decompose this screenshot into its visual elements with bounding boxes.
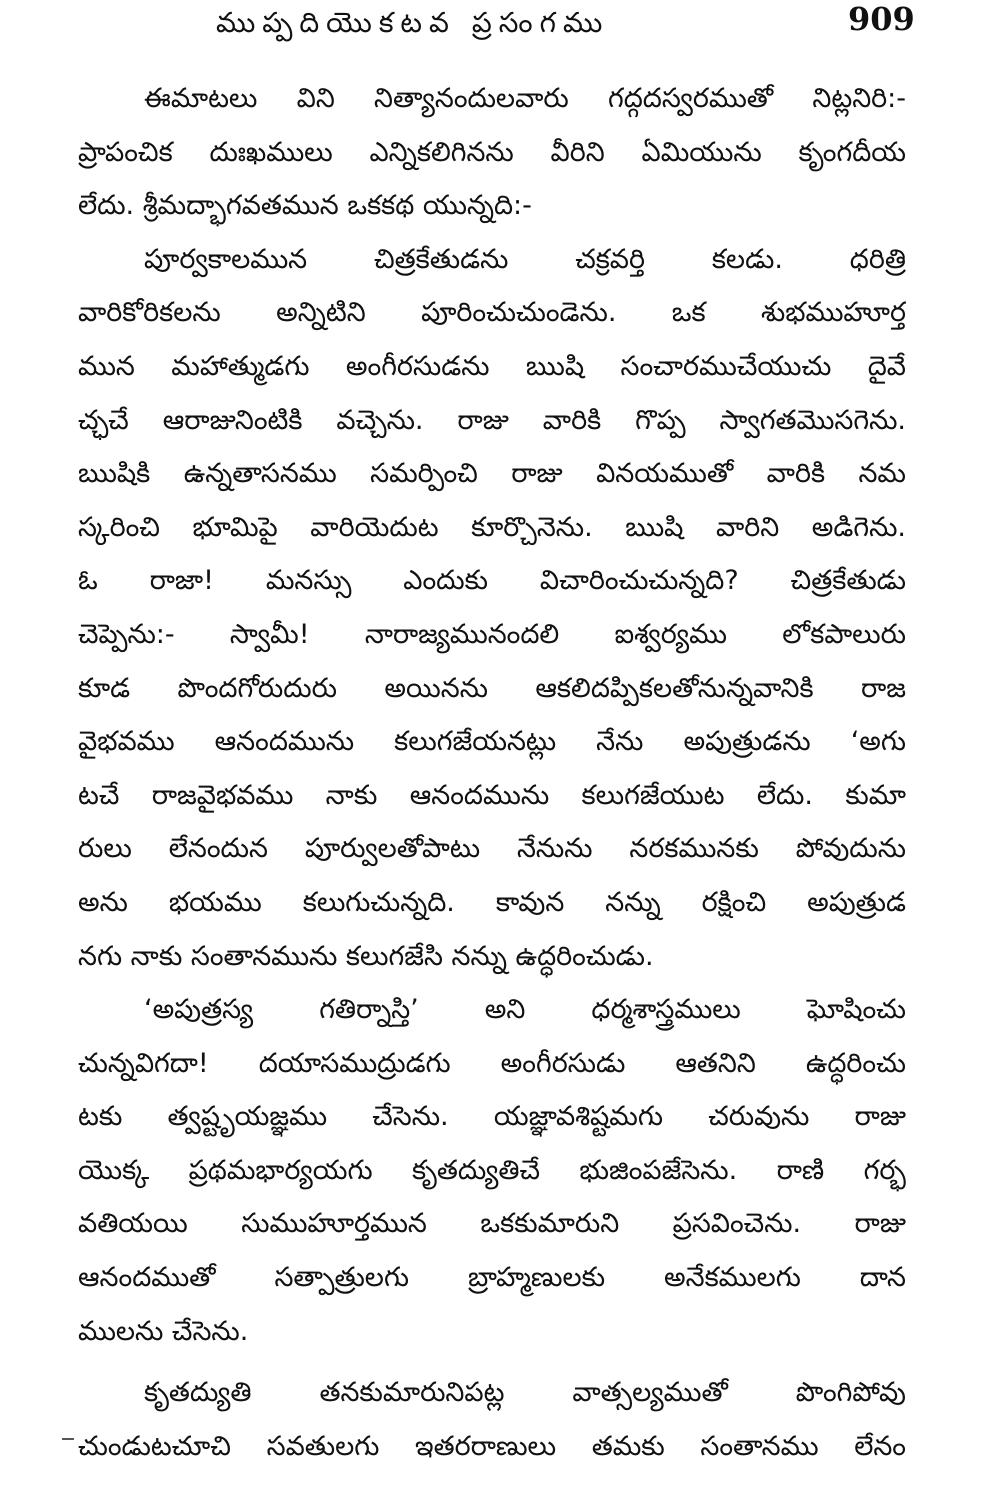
text-line: మున మహాత్ముడగు అంగీరసుడను ఋషి సంచారముచేయుచు దైవే xyxy=(78,350,906,382)
text-line: వారికోరికలను అన్నిటిని పూరించుచుండెను. ఒక శుభముహూర్త xyxy=(78,297,906,329)
body-text xyxy=(78,72,906,1473)
text-line: చెప్పెను:- స్వామీ! నారాజ్యమునందలి ఐశ్వర్యము లోకపాలురు xyxy=(78,618,906,650)
page-header xyxy=(0,0,999,50)
text-line: ఆనందముతో సత్పాత్రులగు బ్రాహ్మణులకు అనేకములగు దాన xyxy=(78,1262,906,1294)
text-line: పూర్వకాలమున చిత్రకేతుడను చక్రవర్తి కలడు. ధరిత్రి xyxy=(144,243,906,275)
text-line: నగు నాకు సంతానమును కలుగజేసి నన్ను ఉద్ధరించుడు. xyxy=(78,940,654,972)
text-line: ‘అపుత్రస్య గతిర్నాస్తి’ అని ధర్మశాస్త్రములు ఘోషించు xyxy=(144,994,906,1026)
text-line: చున్నవిగదా! దయాసముద్రుడగు అంగీరసుడు ఆతనిని ఉద్ధరించు xyxy=(78,1047,906,1079)
text-line: స్కరించి భూమిపై వారియెదుట కూర్చొనెను. ఋషి వారిని అడిగెను. xyxy=(78,511,906,543)
text-line: ప్రాపంచిక దుఃఖములు ఎన్నికలిగినను వీరిని ఏమియును కృంగదీయ xyxy=(78,136,906,168)
page-number: 909 xyxy=(848,0,915,38)
text-line: టచే రాజవైభవము నాకు ఆనందమును కలుగజేయుట లేదు. కుమా xyxy=(78,779,906,811)
text-line: లేదు. శ్రీమద్భాగవతమున ఒకకథ యున్నది:- xyxy=(78,190,532,222)
text-line: యొక్క ప్రథమభార్యయగు కృతద్యుతిచే భుజింపజేసెను. రాణి గర్భ xyxy=(78,1154,906,1186)
text-line: అను భయము కలుగుచున్నది. కావున నన్ను రక్షించి అపుత్రుడ xyxy=(78,886,906,918)
text-line: రులు లేనందున పూర్వులతోపాటు నేనును నరకమునకు పోవుదును xyxy=(78,833,906,865)
text-line: వతియయి సుముహూర్తమున ఒకకుమారుని ప్రసవించెను. రాజు xyxy=(78,1208,906,1240)
paragraph-gap xyxy=(78,1358,906,1366)
text-line: చ్ఛచే ఆరాజునింటికి వచ్చెను. రాజు వారికి గొప్ప స్వాగతమొసగెను. xyxy=(78,404,906,436)
running-title: ముప్పదియొకటవ ప్రసంగము xyxy=(216,6,610,39)
text-line: ఓ రాజా! మనస్సు ఎందుకు విచారించుచున్నది? చిత్రకేతుడు xyxy=(78,565,906,597)
text-line: చుండుటచూచి సవతులగు ఇతరరాణులు తమకు సంతానము లేనం xyxy=(78,1430,906,1462)
text-line: ములను చేసెను. xyxy=(78,1315,249,1347)
text-line: ఈమాటలు విని నిత్యానందులవారు గద్గదస్వరముతో నిట్లనిరి:- xyxy=(144,83,906,114)
text-line: ఋషికి ఉన్నతాసనము సమర్పించి రాజు వినయముతో వారికి నమ xyxy=(78,458,906,490)
text-line: వైభవము ఆనందమును కలుగజేయనట్లు నేను అపుత్రుడను ‘అగు xyxy=(78,726,906,758)
print-mark xyxy=(62,1438,74,1440)
text-line: టకు త్వష్టృయజ్ఞము చేసెను. యజ్ఞావశిష్టమగు చరువును రాజు xyxy=(78,1101,906,1133)
text-line: కూడ పొందగోరుదురు అయినను ఆకలిదప్పికలతోనున్నవానికి రాజ xyxy=(78,672,906,704)
text-line: కృతద్యుతి తనకుమారునిపట్ల వాత్సల్యముతో పొంగిపోవు xyxy=(144,1377,906,1409)
